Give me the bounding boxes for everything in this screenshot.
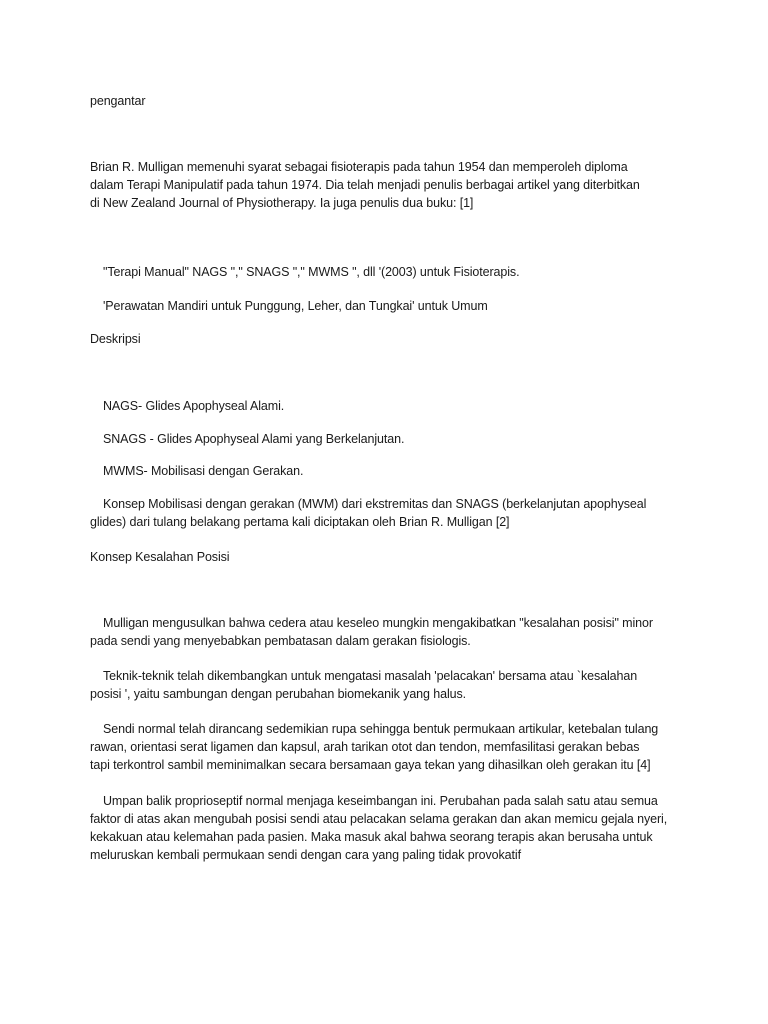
position-paragraph-2 xyxy=(90,667,690,703)
definition-mwms: MWMS- Mobilisasi dengan Gerakan. xyxy=(103,464,304,478)
book-item-2: 'Perawatan Mandiri untuk Punggung, Leher, dan Tungkai' untuk Umum xyxy=(103,299,488,313)
concept-paragraph xyxy=(90,495,690,531)
definition-nags: NAGS- Glides Apophyseal Alami. xyxy=(103,399,285,413)
heading-position-fault: Konsep Kesalahan Posisi xyxy=(90,550,230,564)
position-paragraph-1 xyxy=(90,614,690,650)
book-item-1: "Terapi Manual" NAGS "," SNAGS "," MWMS ", dll '(2003) untuk Fisioterapis. xyxy=(103,265,520,279)
paragraph-line: posisi ', yaitu sambungan dengan perubahan biomekanik yang halus. xyxy=(90,687,467,701)
heading-intro: pengantar xyxy=(90,94,146,108)
paragraph-line: di New Zealand Journal of Physiotherapy. Ia juga penulis dua buku: [1] xyxy=(90,196,474,210)
paragraph-line: pada sendi yang menyebabkan pembatasan dalam gerakan fisiologis. xyxy=(90,634,471,648)
position-paragraph-4 xyxy=(90,792,690,864)
position-paragraph-3 xyxy=(90,720,690,774)
intro-paragraph xyxy=(90,158,690,212)
heading-description: Deskripsi xyxy=(90,332,141,346)
paragraph-line: dalam Terapi Manipulatif pada tahun 1974. Dia telah menjadi penulis berbagai artikel yang diterbitkan xyxy=(90,178,640,192)
paragraph-line: kekakuan atau kelemahan pada pasien. Maka masuk akal bahwa seorang terapis akan berusaha untuk xyxy=(90,830,653,844)
paragraph-line: rawan, orientasi serat ligamen dan kapsul, arah tarikan otot dan tendon, memfasilitasi gerakan bebas xyxy=(90,740,640,754)
paragraph-line: Sendi normal telah dirancang sedemikian rupa sehingga bentuk permukaan artikular, ketebalan tulang xyxy=(103,722,659,736)
paragraph-line: meluruskan kembali permukaan sendi dengan cara yang paling tidak provokatif xyxy=(90,848,521,862)
paragraph-line: Konsep Mobilisasi dengan gerakan (MWM) dari ekstremitas dan SNAGS (berkelanjutan apophyseal xyxy=(103,497,647,511)
paragraph-line: glides) dari tulang belakang pertama kali diciptakan oleh Brian R. Mulligan [2] xyxy=(90,515,510,529)
paragraph-line: tapi terkontrol sambil meminimalkan secara bersamaan gaya tekan yang dihasilkan oleh gerakan itu [4] xyxy=(90,758,651,772)
paragraph-line: Mulligan mengusulkan bahwa cedera atau keseleo mungkin mengakibatkan "kesalahan posisi" minor xyxy=(103,616,653,630)
paragraph-line: Brian R. Mulligan memenuhi syarat sebagai fisioterapis pada tahun 1954 dan memperoleh diploma xyxy=(90,160,628,174)
paragraph-line: faktor di atas akan mengubah posisi sendi atau pelacakan selama gerakan dan akan memicu gejala nyeri, xyxy=(90,812,668,826)
paragraph-line: Teknik-teknik telah dikembangkan untuk mengatasi masalah 'pelacakan' bersama atau `kesalahan xyxy=(103,669,638,683)
definition-snags: SNAGS - Glides Apophyseal Alami yang Berkelanjutan. xyxy=(103,432,405,446)
paragraph-line: Umpan balik proprioseptif normal menjaga keseimbangan ini. Perubahan pada salah satu atau semua xyxy=(103,794,658,808)
